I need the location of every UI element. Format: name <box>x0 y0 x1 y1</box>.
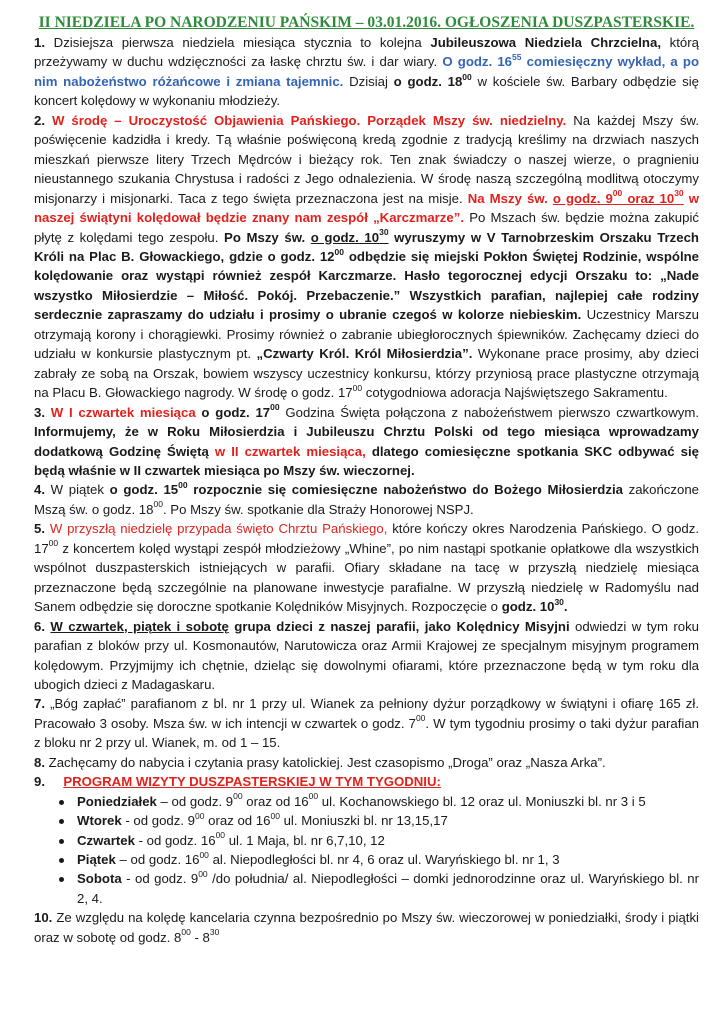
announcement-3: 3. W I czwartek miesiąca o godz. $17^{00}$ Godzina Święta połączona z nabożeństwem pierwszo czwartkowym. Informujemy, że w Roku Miłosierdzia i Jubileuszu Chrztu Polski od tego miesiąca wprowadzamy dodatkową Godzinę Świętą w II czwartek miesiąca, dlatego comiesięczne spotkania SKC odbywać się będą właśnie w II czwartek miesiąca po Mszy św. wieczornej. <box>34 402 699 478</box>
item-number: 10. <box>34 910 53 926</box>
item-number: 4. <box>34 482 45 498</box>
bullet-icon <box>59 858 64 863</box>
list-item: Piątek – od godz. $16^{00}$ al. Niepodległości bl. nr 4, 6 oraz ul. Waryńskiego bl. nr 1, 3 <box>34 850 699 869</box>
announcement-6: 6. W czwartek, piątek i sobotę grupa dzieci z naszej parafii, jako Kolędnicy Misyjni odwiedzi w tym roku parafian z bloków przy ul. Kosmonautów, Narutowicza oraz Armii Krajowej ze specjalnym misyjnym programem kolędowym. Przyjmijmy ich chętnie, dzieląc się dowolnymi ofiarami, które przeznaczone będą w tym roku dla ubogich dzieci z Madagaskaru. <box>34 618 699 692</box>
announcement-9 <box>34 772 699 791</box>
announcement-2: 2. W środę – Uroczystość Objawienia Pańskiego. Porządek Mszy św. niedzielny. Na każdej Mszy św. poświęcenie kadzidła i kredy. Tą właśnie poświęconą kredą zgodnie z tradycją kreślimy na drzwiach naszych mieszkań pierwsze litery Trzech Mędrców i bieżący rok. Ten znak świadczy o naszej wierze, o pragnieniu nieustannego szukania Chrystusa i radości z Jego odnalezienia. W środę naszą szczególną modlitwą otoczymy misjonarzy i misjonarki. Taca z tego święta przeznaczona jest na misje. Na Mszy św. o godz. $9^{00}$ oraz $10^{30}$ w naszej świątyni kolędował będzie znany nam zespół „Karczmarze”. Po Mszach św. będzie można zakupić płytę z kolędami tego zespołu. Po Mszy św. o godz. $10^{30}$ wyruszymy w V Tarnobrzeskim Orszaku Trzech Króli na Plac B. Głowackiego, gdzie o godz. $12^{00}$ odbędzie się miejski Pokłon Świętej Rodzinie, wspólne kolędowanie oraz wystąpi również zespół Karczmarze. Hasło tegorocznej edycji Orszaku to: „Nade wszystko Miłosierdzie – Miłość. Pokój. Przebaczenie.” Wszystkich parafian, najlepiej całe rodziny serdecznie zapraszamy do udziału i prosimy o ubranie czegoś w kolorze niebieskim. Uczestnicy Marszu otrzymają korony i chorągiewki. Prosimy również o zabranie ubiegłorocznych śpiewników. Zachęcamy dzieci do udziału w konkursie plastycznym pt. „Czwarty Król. Król Miłosierdzia”. Wykonane prace prosimy, aby dzieci zabrały ze sobą na Orszak, bowiem wszyscy uczestnicy konkursu, którzy przyniosą prace plastyczne otrzymają na Placu B. Głowackiego nagrody. W środę o godz. $17^{00}$ cotygodniowa adoracja Najświętszego Sakramentu. <box>34 112 700 401</box>
item-number: 8. <box>34 754 45 770</box>
list-item: Sobota - od godz. $9^{00}$ /do południa/ al. Niepodległości – domki jednorodzinne oraz ul. Waryńskiego bl. nr 2, 4. <box>34 869 699 908</box>
item-number: 1. <box>34 35 45 50</box>
list-item: Czwartek - od godz. $16^{00}$ ul. 1 Maja, bl. nr 6,7,10, 12 <box>34 831 699 850</box>
announcement-7: 7. „Bóg zapłać” parafianom z bl. nr 1 przy ul. Wianek za pełniony dyżur porządkowy w świątyni i ofiarę 165 zł. Pracowało 3 osoby. Msza św. w ich intencji w czwartek o godz. $7^{00}$. W tym tygodniu prosimy o taki dyżur parafian z bloku nr 2 przy ul. Wianek, m. od 1 – 15. <box>34 696 699 751</box>
bullet-icon <box>59 800 64 805</box>
announcement-8: 8. Zachęcamy do nabycia i czytania prasy katolickiej. Jest czasopismo „Droga” oraz „Nasza Arka”. <box>34 754 606 770</box>
announcement-5: 5. W przyszłą niedzielę przypada święto Chrztu Pańskiego, które kończy okres Narodzenia Pańskiego. O godz. $17^{00}$ z koncertem kolęd wystąpi zespół młodzieżowy „Whine”, po nim nastąpi spotkanie opłatkowe dla wszystkich wspólnot duszpasterskich istniejących w parafii. Ofiary składane na tacę w przyszłą niedzielę miesiąca przeznaczone będą szczególnie na planowane inwestycje parafialne. W przyszłą niedzielę w Radomyślu nad Sanem odbędzie się doroczne spotkanie Kolędników Misyjnych. Rozpoczęcie o godz. $10^{30}$. <box>34 521 700 615</box>
bullet-icon <box>59 877 64 882</box>
item-number: 7. <box>34 696 45 712</box>
bullet-icon <box>59 819 64 824</box>
visit-program-heading: PROGRAM WIZYTY DUSZPASTERSKIEJ W TYM TYGODNIU: <box>63 774 441 790</box>
announcement-4: 4. W piątek o godz. $15^{00}$ rozpocznie się comiesięczne nabożeństwo do Bożego Miłosierdzia zakończone Mszą św. o godz. $18^{00}$. Po Mszy św. spotkanie dla Straży Honorowej NSPJ. <box>34 480 699 517</box>
item-number: 5. <box>34 521 45 537</box>
page-title: II NIEDZIELA PO NARODZENIU PAŃSKIM – 03.01.2016. OGŁOSZENIA DUSZPASTERSKIE. <box>38 14 695 31</box>
item-number: 2. <box>34 112 45 128</box>
item-number: 3. <box>34 404 45 420</box>
list-item: Wtorek - od godz. $9^{00}$ oraz od $16^{00}$ ul. Moniuszki bl. nr 13,15,17 <box>34 811 699 830</box>
bullet-icon <box>59 839 64 844</box>
item-number: 6. <box>34 618 45 634</box>
announcement-document <box>34 14 699 947</box>
announcement-1: 1. Dzisiejsza pierwsza niedziela miesiąca stycznia to kolejna Jubileuszowa Niedziela Chrzcielna, którą przeżywamy w duchu wdzięczności za łaskę chrztu św. i dar wiary. O godz. $16^{55}$ comiesięczny wykład, a po nim nabożeństwo różańcowe i zmiana tajemnic. Dzisiaj o godz. $18^{00}$ w kościele św. Barbary odbędzie się koncert kolędowy w wykonaniu młodzieży. <box>34 35 700 109</box>
list-item: Poniedziałek – od godz. $9^{00}$ oraz od $16^{00}$ ul. Kochanowskiego bl. 12 oraz ul. Moniuszki bl. nr 3 i 5 <box>34 792 699 811</box>
announcement-10: 10. Ze względu na kolędę kancelaria czynna bezpośrednio po Mszy św. wieczorowej w poniedziałki, środy i piątki oraz w sobotę od godz. $8^{00} - 8^{30}$ <box>34 910 699 945</box>
item-number: 9. <box>34 774 45 790</box>
visit-schedule-list <box>34 792 699 909</box>
